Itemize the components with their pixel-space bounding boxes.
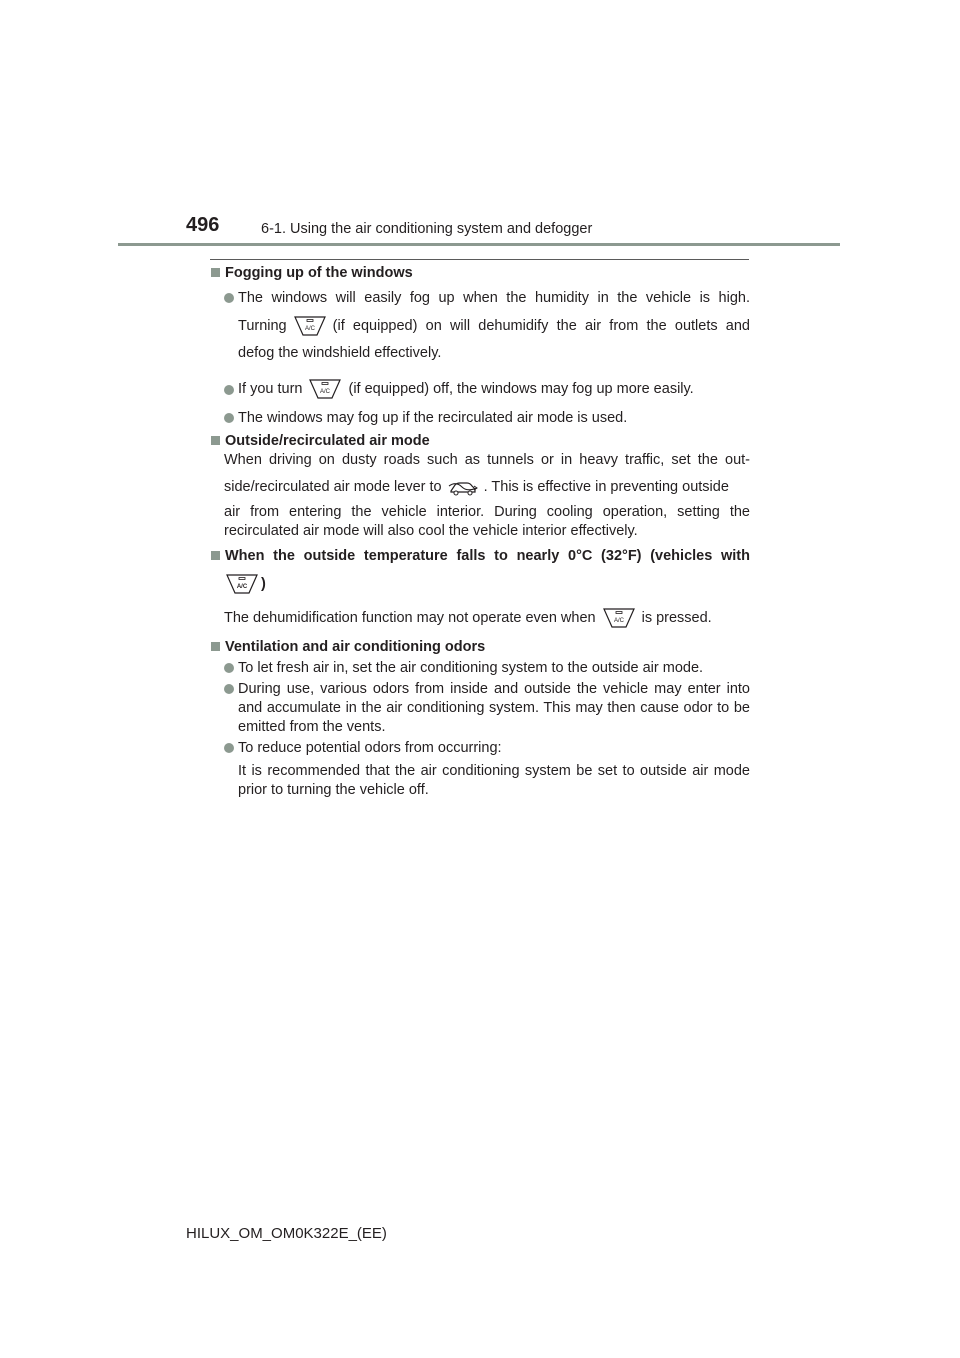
ac-button-icon [225, 572, 259, 596]
ac-button-icon [308, 377, 342, 401]
document-id: HILUX_OM_OM0K322E_(EE) [186, 1225, 387, 1242]
outside-air-body: When driving on dusty roads such as tunnels or in heavy traffic, set the out- side/recirculated air mode lever to . This is effective in preventing outside air from entering the vehicle interior. During cooling operation, setting the recirculated air mode will also cool the vehicle interior effectively. [224, 452, 750, 539]
round-bullet-icon [224, 743, 234, 753]
heading-fogging: Fogging up of the windows [210, 264, 750, 283]
bullet-odors-1: To let fresh air in, set the air conditioning system to the outside air mode. [210, 659, 750, 678]
ac-button-icon [602, 606, 636, 630]
svg-text:A/C: A/C [320, 389, 331, 395]
bullet-odors-3: To reduce potential odors from occurring: [210, 739, 750, 758]
odors-recommendation: It is recommended that the air conditioning system be set to outside air mode prior to turning the vehicle off. [238, 763, 750, 798]
square-bullet-icon [211, 436, 220, 445]
outside-air-mode-icon [448, 479, 478, 497]
round-bullet-icon [224, 684, 234, 694]
square-bullet-icon [211, 642, 220, 651]
svg-text:A/C: A/C [304, 326, 315, 332]
temperature-body: The dehumidification function may not operate even when A/C is pressed. [210, 606, 750, 630]
round-bullet-icon [224, 663, 234, 673]
heading-outside-air: Outside/recirculated air mode [210, 432, 750, 451]
ac-button-icon [293, 314, 327, 338]
square-bullet-icon [211, 268, 220, 277]
round-bullet-icon [224, 385, 234, 395]
round-bullet-icon [224, 413, 234, 423]
content-rule [210, 259, 749, 260]
bullet-odors-2: During use, various odors from inside and outside the vehicle may enter into and accumulate in the air conditioning system. This may then cause odor to be emitted from the vents. [210, 680, 750, 737]
header-rule [118, 243, 840, 246]
svg-text:A/C: A/C [613, 618, 624, 624]
heading-temperature: When the outside temperature falls to nearly 0°C (32°F) (vehicles with A/C ) [210, 547, 750, 596]
bullet-fogging-2: If you turn A/C (if equipped) off, the windows may fog up more easily. [210, 377, 750, 401]
heading-odors: Ventilation and air conditioning odors [210, 638, 750, 657]
bullet-fogging-3: The windows may fog up if the recirculated air mode is used. [210, 409, 750, 428]
round-bullet-icon [224, 293, 234, 303]
bullet-fogging-1: The windows will easily fog up when the humidity in the vehicle is high. Turning A/C (if equipped) on will dehumidify the air from the outlets and defog the windshield effectively. [210, 289, 750, 363]
content [210, 264, 750, 800]
square-bullet-icon [211, 551, 220, 560]
page-header [0, 0, 960, 250]
section-title: 6-1. Using the air conditioning system and defogger [261, 221, 593, 237]
page-number: 496 [186, 214, 220, 236]
svg-text:A/C: A/C [236, 584, 248, 590]
